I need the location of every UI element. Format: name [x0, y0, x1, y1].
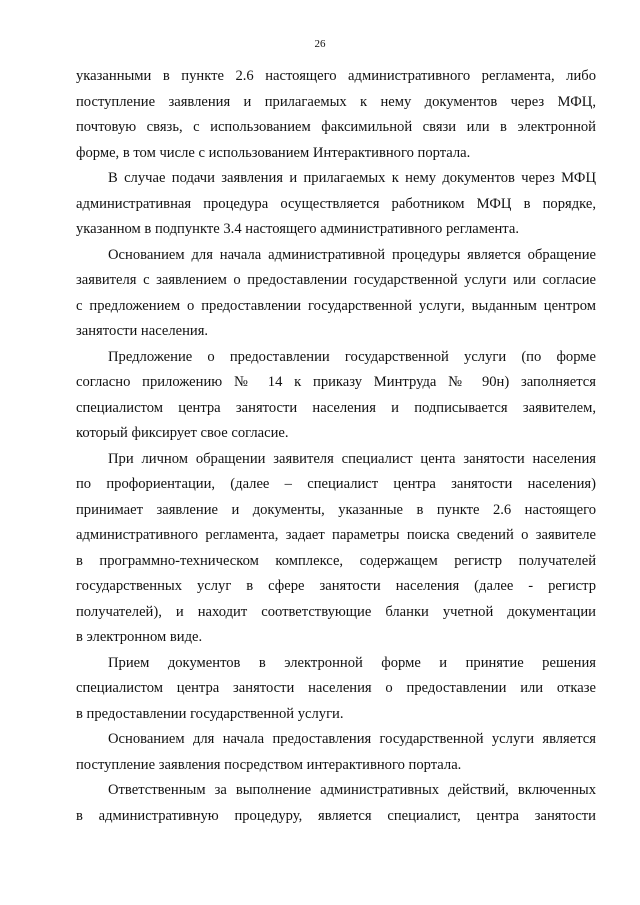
text-line: Основанием для начала административной процедуры является обращение — [108, 246, 596, 263]
text-line: В случае подачи заявления и прилагаемых к нему документов через МФЦ — [108, 170, 596, 186]
text-line: в программно-техническом комплексе, содержащем регистр получателей — [76, 552, 596, 569]
paragraph — [76, 727, 596, 778]
text-line: административного регламента, задает параметры поиска сведений о заявителе — [76, 527, 596, 543]
text-line: административная процедура осуществляется работником МФЦ в порядке, — [76, 195, 596, 212]
text-line: занятости населения. — [76, 323, 209, 339]
text-line: поступление заявления и прилагаемых к нему документов через МФЦ, — [76, 93, 596, 110]
text-line: Основанием для начала предоставления государственной услуги является — [108, 731, 596, 747]
text-line: указанными в пункте 2.6 настоящего административного регламента, либо — [76, 68, 596, 84]
text-line: почтовую связь, с использованием факсимильной связи или в электронной — [76, 119, 596, 135]
paragraph — [76, 651, 596, 728]
text-line: в предоставлении государственной услуги. — [76, 705, 344, 722]
text-line: в административную процедуру, является специалист, центра занятости — [76, 807, 596, 824]
text-line: заявителя с заявлением о предоставлении государственной услуги или согласие — [76, 272, 596, 288]
paragraph — [76, 345, 596, 447]
text-line: с предложением о предоставлении государственной услуги, выданным центром — [76, 297, 596, 314]
text-line: Предложение о предоставлении государственной услуги (по форме — [108, 348, 596, 365]
text-line: При личном обращении заявителя специалист цента занятости населения — [108, 450, 596, 467]
page-number: 26 — [314, 38, 326, 50]
text-line: который фиксирует свое согласие. — [76, 425, 289, 441]
paragraph — [76, 447, 596, 651]
text-line: государственных услуг в сфере занятости населения (далее - регистр — [76, 578, 596, 594]
text-line: указанном в подпункте 3.4 настоящего административного регламента. — [76, 221, 519, 237]
paragraph — [76, 166, 596, 243]
text-line: получателей), и находит соответствующие бланки учетной документации — [76, 603, 596, 620]
paragraph — [76, 778, 596, 829]
text-line: специалистом центра занятости населения и подписывается заявителем, — [76, 399, 596, 416]
text-line: поступление заявления посредством интерактивного портала. — [76, 756, 462, 773]
text-line: Ответственным за выполнение административных действий, включенных — [108, 782, 596, 798]
text-line: согласно приложению № 14 к приказу Минтруда № 90н) заполняется — [76, 374, 596, 390]
document-body — [76, 64, 596, 829]
text-line: по профориентации, (далее – специалист центра занятости населения) — [76, 476, 596, 492]
text-line: принимает заявление и документы, указанные в пункте 2.6 настоящего — [76, 501, 596, 518]
paragraph — [76, 64, 596, 166]
text-line: специалистом центра занятости населения о предоставлении или отказе — [76, 680, 596, 696]
text-line: форме, в том числе с использованием Интерактивного портала. — [76, 144, 471, 161]
paragraph — [76, 243, 596, 345]
text-line: в электронном виде. — [76, 629, 203, 645]
text-line: Прием документов в электронной форме и принятие решения — [108, 654, 596, 671]
